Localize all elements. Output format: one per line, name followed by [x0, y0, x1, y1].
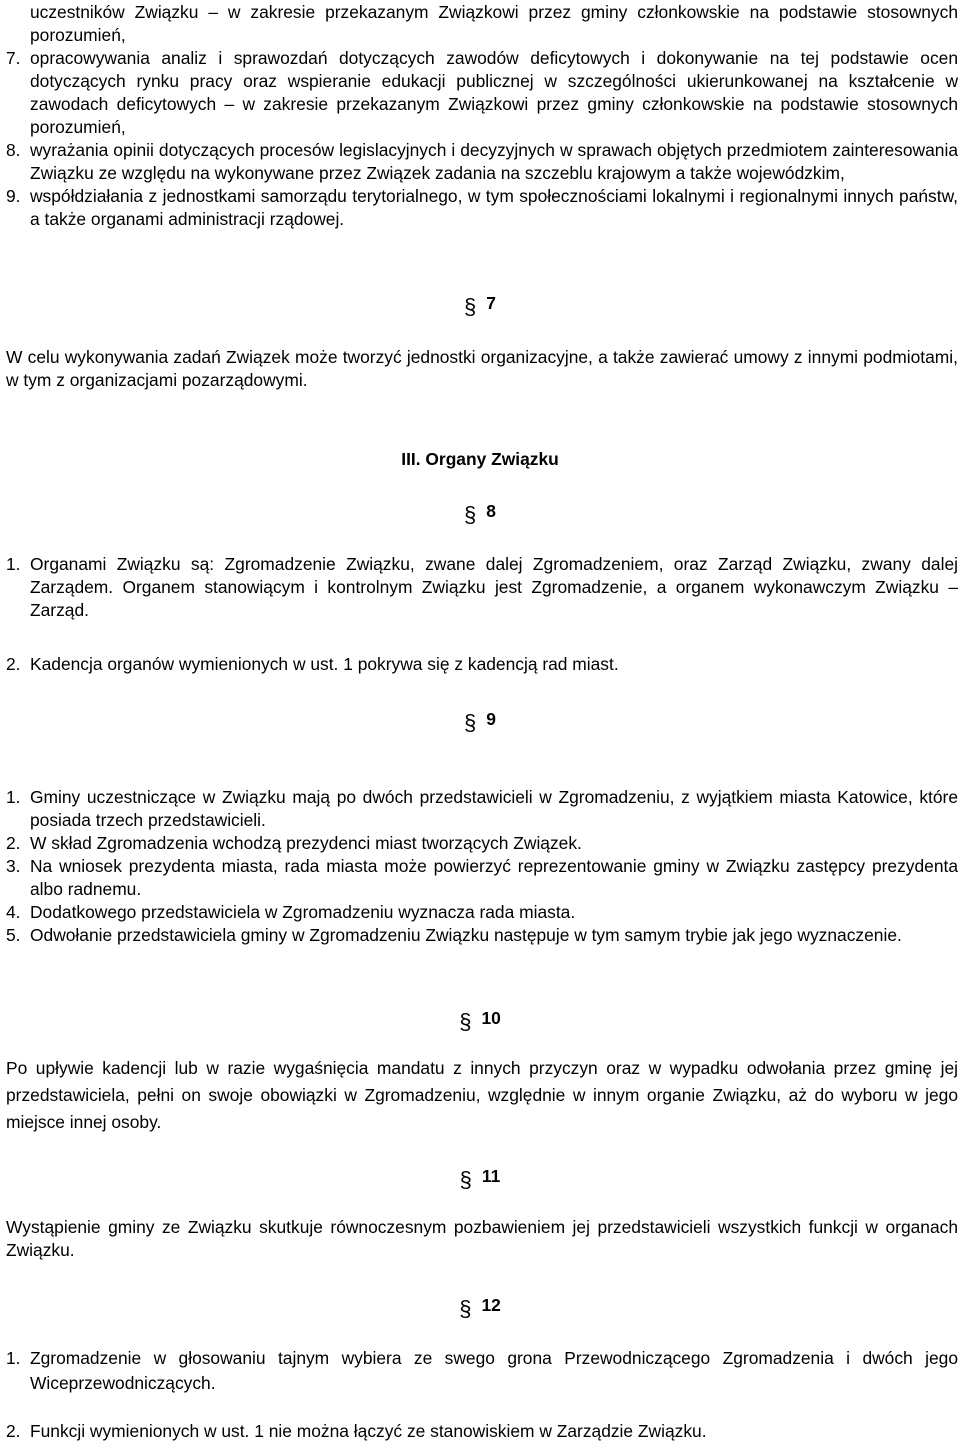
- list-item-number: 4.: [6, 902, 21, 922]
- list-item-number: 5.: [6, 925, 21, 945]
- list-item-text: Organami Związku są: Zgromadzenie Związku, zwane dalej Zgromadzeniem, oraz Zarząd Związku, zwany dalej Zarządem. Organem stanowiącym i kontrolnym Związku jest Zgromadzenie, a organem wykonawczym Związku – Zarząd.: [30, 554, 958, 620]
- section-symbol: §: [464, 294, 477, 319]
- section-symbol: §: [459, 1167, 472, 1192]
- section-heading-8: [0, 500, 960, 526]
- list-item-text: Funkcji wymienionych w ust. 1 nie można łączyć ze stanowiskiem w Zarządzie Związku.: [30, 1421, 707, 1441]
- chapter-title: III. Organy Związku: [401, 449, 559, 469]
- list-item: [6, 553, 958, 622]
- list-item-number: 9.: [6, 186, 21, 206]
- section-heading-9: [0, 708, 960, 734]
- list-item: [6, 901, 958, 924]
- list-item-text: Zgromadzenie w głosowaniu tajnym wybiera ze swego grona Przewodniczącego Zgromadzenia i dwóch jego Wiceprzewodniczących.: [30, 1348, 958, 1393]
- list-item-text: uczestników Związku – w zakresie przekazanym Związkowi przez gminy członkowskie na podstawie stosownych porozumień,: [30, 2, 958, 45]
- list-item-number: 3.: [6, 856, 21, 876]
- list-item: [6, 832, 958, 855]
- list-item-text: W skład Zgromadzenia wchodzą prezydenci miast tworzących Związek.: [30, 833, 582, 853]
- list-item-number: 1.: [6, 554, 21, 574]
- section-symbol: §: [459, 1296, 472, 1321]
- section-symbol: §: [459, 1009, 472, 1034]
- list-item-number: 1.: [6, 1348, 21, 1368]
- tasks-list: [6, 1, 958, 231]
- list-item: [6, 855, 958, 901]
- list-item: [6, 139, 958, 185]
- section-heading-7: [0, 292, 960, 318]
- list-item: [6, 924, 958, 947]
- list-item-text: wyrażania opinii dotyczących procesów legislacyjnych i decyzyjnych w sprawach objętych przedmiotem zainteresowania Związku ze względu na wykonywane przez Związek zadania na szczeblu krajowym a także wojewódzkim,: [30, 140, 958, 183]
- section-12-list: [6, 1346, 958, 1396]
- section-number: 9: [486, 709, 496, 729]
- list-item: [6, 1, 958, 47]
- section-number: 8: [486, 501, 496, 521]
- section-11-text: Wystąpienie gminy ze Związku skutkuje równoczesnym pozbawieniem jej przedstawicieli wszystkich funkcji w organach Związku.: [6, 1217, 958, 1260]
- list-item-text: Na wniosek prezydenta miasta, rada miasta może powierzyć reprezentowanie gminy w Związku zastępcy prezydenta albo radnemu.: [30, 856, 958, 899]
- section-heading-12: [0, 1294, 960, 1320]
- section-number: 10: [481, 1008, 501, 1028]
- section-number: 7: [486, 293, 496, 313]
- section-8-list: [6, 553, 958, 622]
- list-item: [6, 47, 958, 139]
- list-item: [6, 653, 958, 676]
- section-symbol: §: [464, 710, 477, 735]
- section-8-list-cont: [6, 653, 958, 676]
- list-item: [6, 1420, 958, 1443]
- list-item-number: 2.: [6, 1421, 21, 1441]
- section-number: 12: [481, 1295, 501, 1315]
- section-9-list: [6, 786, 958, 947]
- section-heading-10: [0, 1007, 960, 1033]
- list-item: [6, 185, 958, 231]
- section-12-list-cont: [6, 1420, 958, 1443]
- list-item-text: opracowywania analiz i sprawozdań dotyczących zawodów deficytowych i dokonywanie na tej podstawie ocen dotyczących rynku pracy oraz wspieranie edukacji publicznej w szczególności ukierunkowanej na kształcenie w zawodach deficytowych – w zakresie przekazanym Związkowi przez gminy członkowskie na podstawie stosownych porozumień,: [30, 48, 958, 137]
- list-item-number: 1.: [6, 787, 21, 807]
- section-7-text: W celu wykonywania zadań Związek może tworzyć jednostki organizacyjne, a także zawierać umowy z innymi podmiotami, w tym z organizacjami pozarządowymi.: [6, 347, 958, 390]
- list-item-text: współdziałania z jednostkami samorządu terytorialnego, w tym społecznościami lokalnymi i regionalnymi innych państw, a także organami administracji rządowej.: [30, 186, 958, 229]
- list-item: [6, 1346, 958, 1396]
- section-number: 11: [481, 1166, 501, 1186]
- list-item: [6, 786, 958, 832]
- list-item-number: 2.: [6, 654, 21, 674]
- list-item-number: 7.: [6, 48, 21, 68]
- section-heading-11: [0, 1165, 960, 1191]
- list-item-text: Gminy uczestniczące w Związku mają po dwóch przedstawicieli w Zgromadzeniu, z wyjątkiem miasta Katowice, które posiada trzech przedstawicieli.: [30, 787, 958, 830]
- list-item-text: Odwołanie przedstawiciela gminy w Zgromadzeniu Związku następuje w tym samym trybie jak jego wyznaczenie.: [30, 925, 902, 945]
- list-item-number: 2.: [6, 833, 21, 853]
- section-10-text: Po upływie kadencji lub w razie wygaśnięcia mandatu z innych przyczyn oraz w wypadku odwołania przez gminę jej przedstawiciela, pełni on swoje obowiązki w Zgromadzeniu, względnie w innym organie Związku, aż do wyboru w jego miejsce innej osoby.: [6, 1058, 958, 1132]
- list-item-text: Kadencja organów wymienionych w ust. 1 pokrywa się z kadencją rad miast.: [30, 654, 619, 674]
- list-item-text: Dodatkowego przedstawiciela w Zgromadzeniu wyznacza rada miasta.: [30, 902, 576, 922]
- list-item-number: 8.: [6, 140, 21, 160]
- section-symbol: §: [464, 502, 477, 527]
